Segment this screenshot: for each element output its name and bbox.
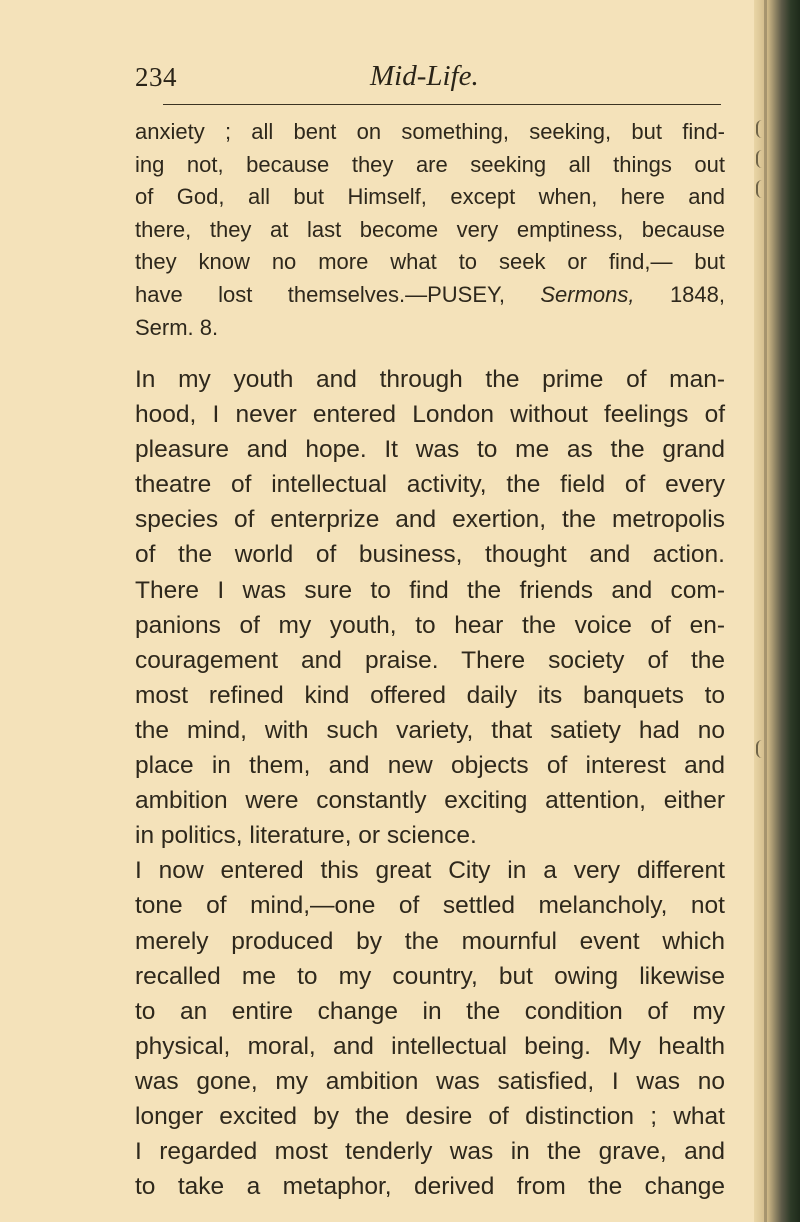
body-line: pleasure and hope. It was to me as the grand	[135, 436, 725, 464]
body-line: to take a metaphor, derived from the change	[135, 1173, 725, 1201]
body-line: to an entire change in the condition of my	[135, 997, 725, 1025]
quote-author: PUSEY,	[427, 281, 505, 307]
quote-line: have lost themselves.—	[135, 281, 428, 307]
body-line: couragement and praise. There society of the	[135, 646, 725, 674]
book-binding-edge	[754, 0, 800, 1222]
quote-line: there, they at last become very emptiness, because	[135, 216, 725, 242]
body-line: was gone, my ambition was satisfied, I was no	[135, 1067, 725, 1095]
body-line: most refined kind offered daily its banquets to	[135, 681, 725, 709]
body-line: I now entered this great City in a very different	[135, 857, 725, 885]
running-title: Mid-Life.	[370, 60, 479, 92]
body-line: place in them, and new objects of interest and	[135, 752, 725, 780]
header-rule	[163, 104, 721, 105]
page-edge-line	[764, 0, 767, 1222]
body-line: physical, moral, and intellectual being. My health	[135, 1032, 725, 1060]
binding-mark	[756, 740, 764, 758]
body-line: longer excited by the desire of distinction ; what	[135, 1102, 725, 1130]
quote-line: Serm. 8.	[135, 314, 219, 340]
quote-line: they know no more what to seek or find,— but	[135, 249, 725, 275]
body-text	[135, 362, 725, 1204]
body-line: ambition were constantly exciting attention, either	[135, 787, 725, 815]
body-line: hood, I never entered London without feelings of	[135, 401, 725, 429]
binding-mark	[756, 150, 764, 168]
body-line: theatre of intellectual activity, the field of every	[135, 471, 725, 499]
body-line: in politics, literature, or science.	[135, 822, 477, 850]
quote-line: ing not, because they are seeking all things out	[135, 151, 725, 177]
page-header	[135, 62, 725, 98]
body-line: In my youth and through the prime of man-	[135, 366, 725, 393]
quote-line: anxiety ; all bent on something, seeking, but find-	[135, 119, 725, 144]
body-line: recalled me to my country, but owing likewise	[135, 962, 725, 990]
body-line: panions of my youth, to hear the voice of en-	[135, 611, 725, 639]
quote-line: of God, all but Himself, except when, here and	[135, 184, 725, 210]
body-line: species of enterprize and exertion, the metropolis	[135, 506, 725, 534]
quote-work: Sermons,	[540, 281, 635, 307]
quote-year: 1848,	[669, 281, 725, 307]
binding-mark	[756, 120, 764, 138]
body-line: of the world of business, thought and action.	[135, 541, 725, 569]
epigraph-quote	[135, 116, 725, 344]
body-line: tone of mind,—one of settled melancholy, not	[135, 892, 725, 920]
body-line: There I was sure to find the friends and com-	[135, 576, 725, 604]
page-number: 234	[135, 62, 177, 92]
body-line: I regarded most tenderly was in the grave, and	[135, 1138, 725, 1166]
binding-mark	[756, 180, 764, 198]
body-line: merely produced by the mournful event which	[135, 927, 725, 955]
quote-attribution-line	[135, 279, 725, 312]
body-line: the mind, with such variety, that satiety had no	[135, 716, 725, 744]
